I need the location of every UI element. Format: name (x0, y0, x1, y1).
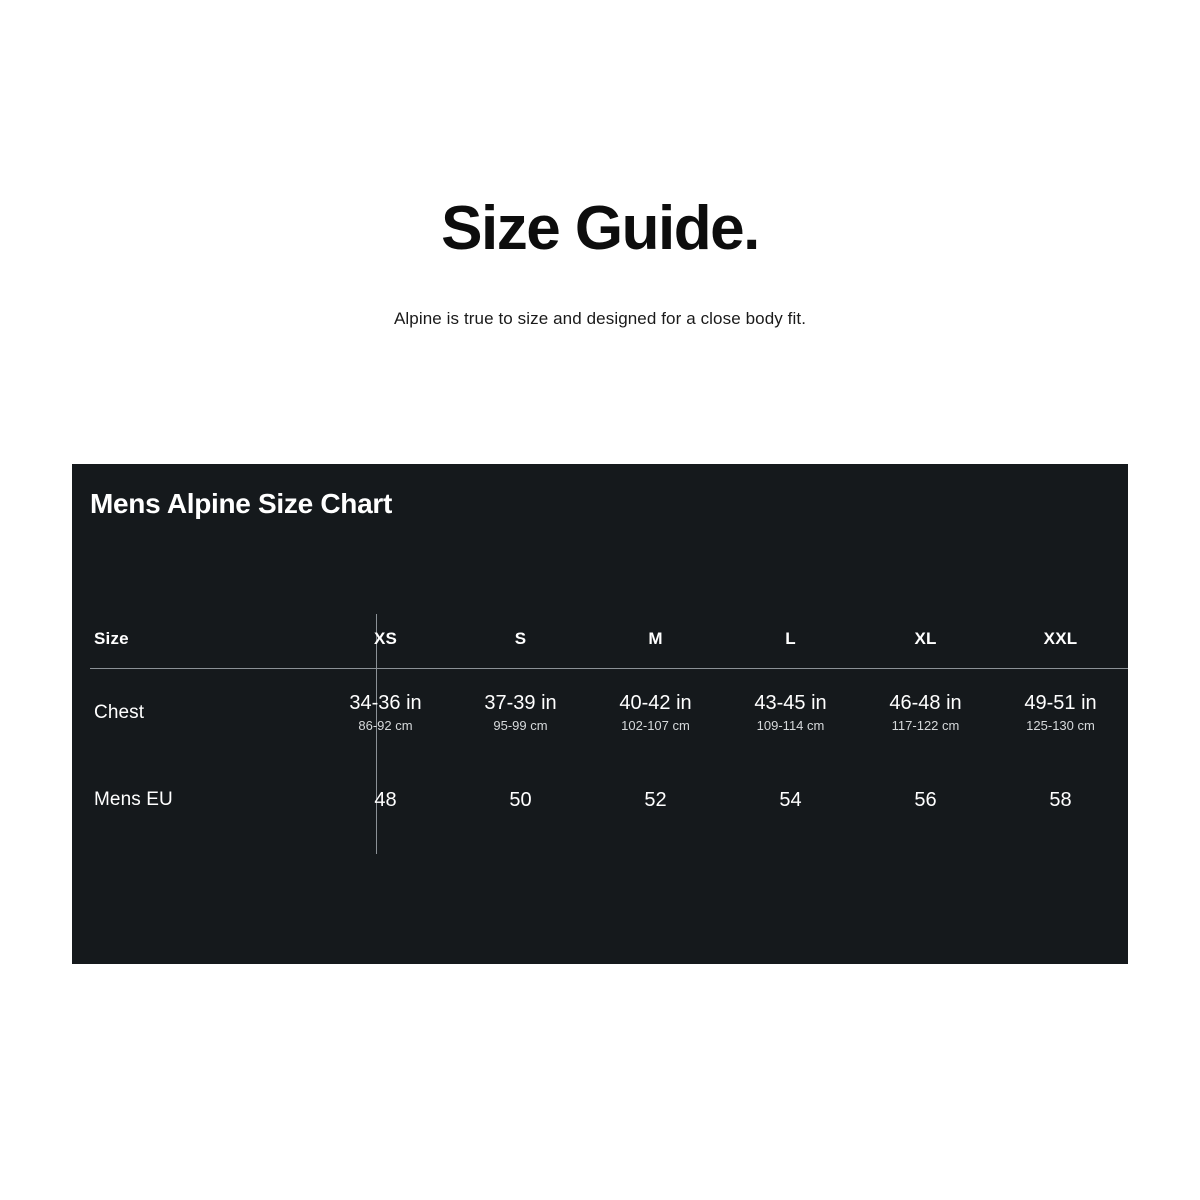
column-header-s: S (514, 629, 527, 648)
cell-chest-s (453, 669, 588, 757)
cell-chest-xxl-in: 49-51 in (1024, 691, 1097, 714)
cell-chest-l (723, 669, 858, 757)
cell-chest-s-cm: 95-99 cm (493, 717, 548, 733)
size-chart-panel (72, 464, 1128, 964)
cell-chest-xxl-cm: 125-130 cm (1026, 717, 1095, 733)
column-header-xxl: XXL (1043, 629, 1078, 648)
cell-eu-s-value: 50 (509, 788, 532, 811)
table-row (90, 757, 1128, 843)
cell-eu-s (453, 757, 588, 843)
cell-chest-m (588, 669, 723, 757)
page-title: Size Guide. (441, 194, 759, 263)
cell-chest-xl-cm: 117-122 cm (891, 717, 960, 733)
cell-eu-xl-value: 56 (914, 788, 937, 811)
column-header-m: M (648, 629, 663, 648)
cell-eu-xxl (993, 757, 1128, 843)
cell-eu-xs (318, 757, 453, 843)
column-header-size: Size (94, 629, 129, 648)
cell-chest-xs-in: 34-36 in (349, 691, 422, 714)
cell-chest-xl-in: 46-48 in (889, 691, 962, 714)
column-header-l: L (785, 629, 796, 648)
page-subtitle: Alpine is true to size and designed for a close body fit. (393, 309, 807, 329)
cell-eu-l (723, 757, 858, 843)
page-header (0, 196, 1200, 329)
cell-chest-xs (318, 669, 453, 757)
row-label-mens-eu: Mens EU (94, 789, 173, 810)
cell-eu-xl (858, 757, 993, 843)
column-header-xl: XL (914, 629, 937, 648)
size-chart-title: Mens Alpine Size Chart (90, 488, 392, 519)
cell-chest-xs-cm: 86-92 cm (358, 717, 413, 733)
cell-chest-m-in: 40-42 in (619, 691, 692, 714)
cell-chest-s-in: 37-39 in (484, 691, 557, 714)
cell-chest-m-cm: 102-107 cm (621, 717, 690, 733)
row-label-chest: Chest (94, 702, 145, 723)
cell-eu-xs-value: 48 (374, 788, 397, 811)
cell-eu-m-value: 52 (644, 788, 667, 811)
cell-chest-xl (858, 669, 993, 757)
table-header-row (90, 610, 1128, 668)
table-row (90, 669, 1128, 757)
size-chart-table-wrapper (90, 610, 1128, 843)
column-header-xs: XS (373, 629, 398, 648)
cell-eu-m (588, 757, 723, 843)
size-chart-table (90, 610, 1128, 843)
cell-chest-l-in: 43-45 in (754, 691, 827, 714)
cell-eu-xxl-value: 58 (1049, 788, 1072, 811)
cell-chest-xxl (993, 669, 1128, 757)
cell-eu-l-value: 54 (779, 788, 802, 811)
cell-chest-l-cm: 109-114 cm (756, 717, 825, 733)
